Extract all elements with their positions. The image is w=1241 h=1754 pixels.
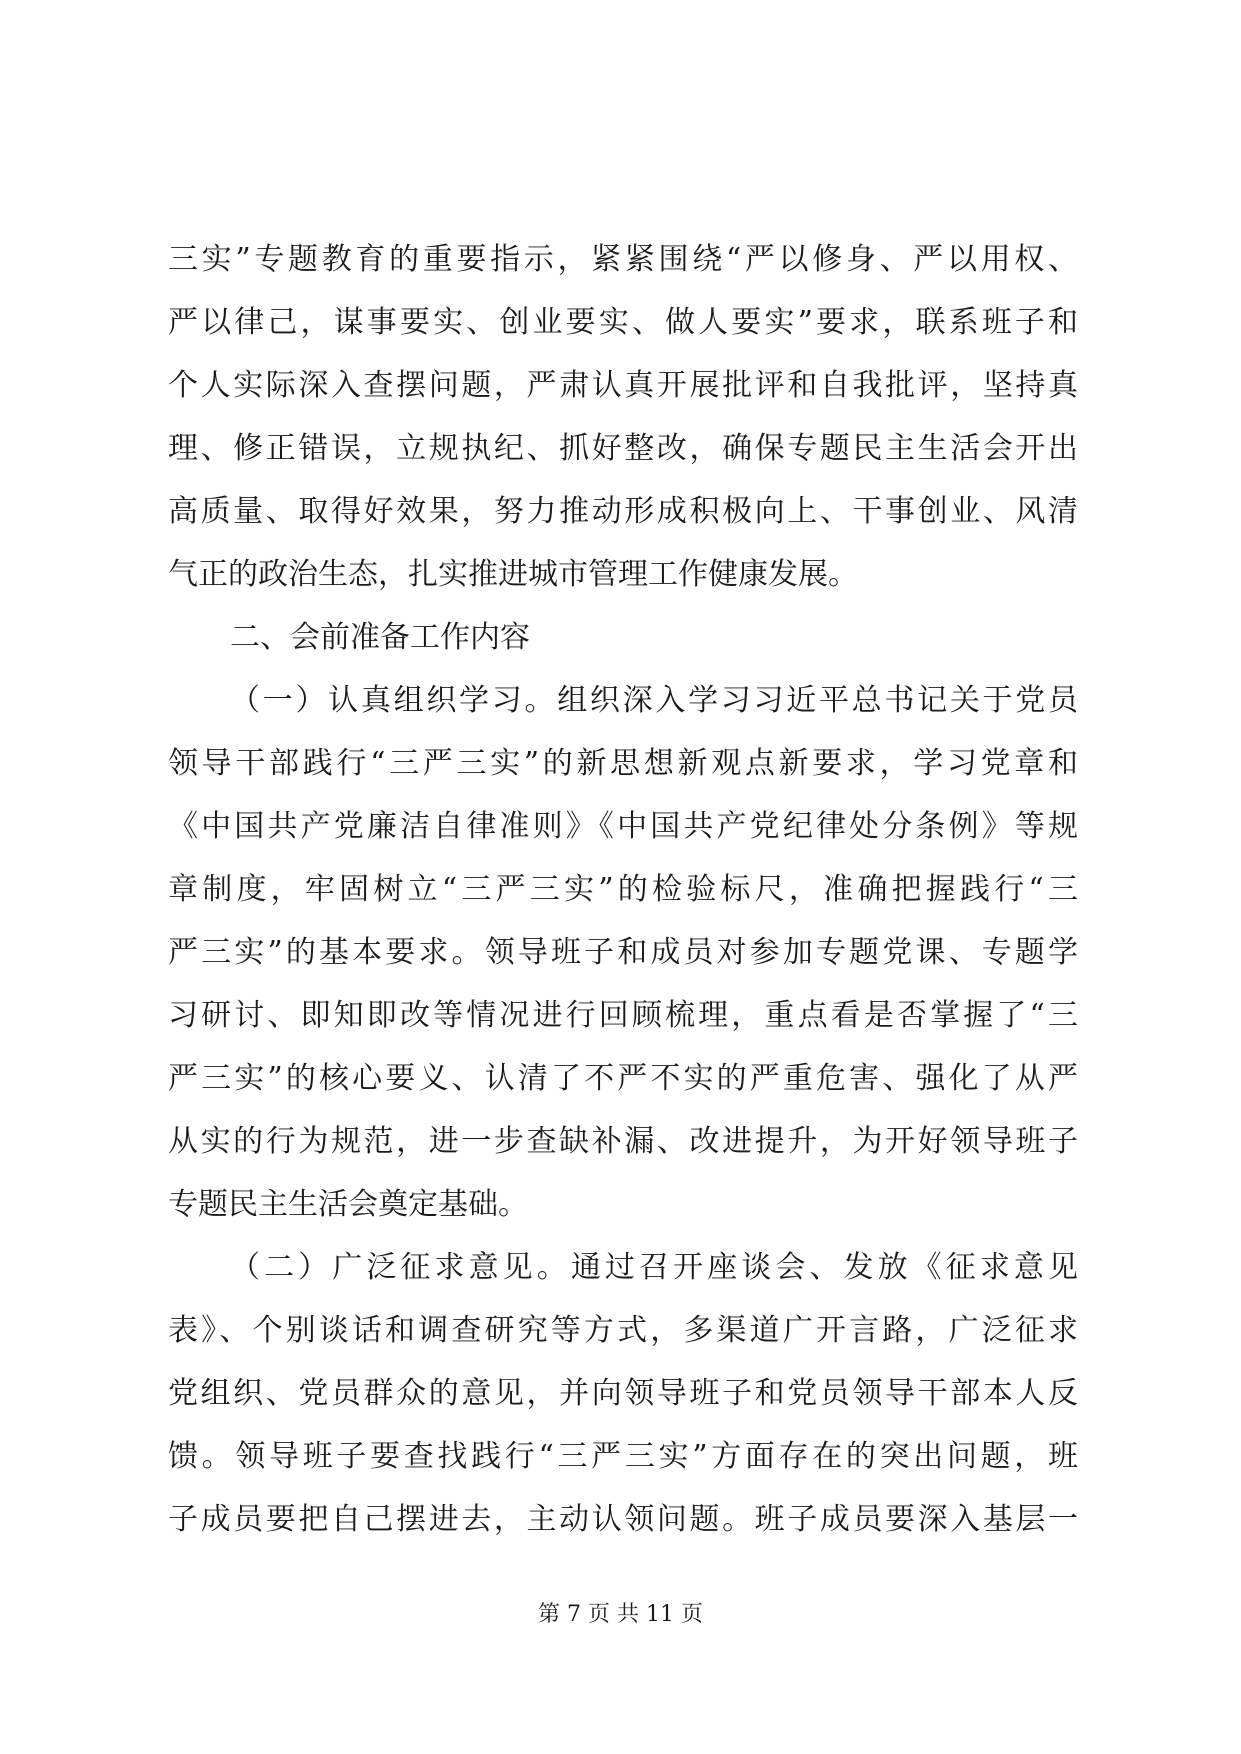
text-line: 章制度，牢固树立“三严三实”的检验标尺，准确把握践行“三	[168, 872, 1078, 907]
text-line: 理、修正错误，立规执纪、抓好整改，确保专题民主生活会开出	[168, 431, 1078, 466]
text-line: 个人实际深入查摆问题，严肃认真开展批评和自我批评，坚持真	[168, 368, 1078, 403]
text-line: 专题民主生活会奠定基础。	[168, 1187, 528, 1222]
text-line: 党组织、党员群众的意见，并向领导班子和党员领导干部本人反	[168, 1376, 1078, 1411]
text-line: 领导干部践行“三严三实”的新思想新观点新要求，学习党章和	[168, 746, 1078, 781]
text-line: （一）认真组织学习。组织深入学习习近平总书记关于党员	[230, 683, 1078, 718]
page-number-label: 第 7 页 共 11 页	[538, 1602, 703, 1627]
text-line: 《中国共产党廉洁自律准则》《中国共产党纪律处分条例》等规	[168, 809, 1078, 844]
text-line: 严三实”的核心要义、认清了不严不实的严重危害、强化了从严	[168, 1061, 1078, 1096]
text-line: 表》、个别谈话和调查研究等方式，多渠道广开言路，广泛征求	[168, 1313, 1078, 1348]
text-line: 从实的行为规范，进一步查缺补漏、改进提升，为开好领导班子	[168, 1124, 1078, 1159]
text-line: 气正的政治生态，扎实推进城市管理工作健康发展。	[168, 557, 858, 592]
page-footer	[0, 1600, 1241, 1630]
document-body	[168, 228, 1078, 1551]
text-line: 严三实”的基本要求。领导班子和成员对参加专题党课、专题学	[168, 935, 1078, 970]
text-line: 三实”专题教育的重要指示，紧紧围绕“严以修身、严以用权、	[168, 242, 1078, 277]
text-line: 严以律己，谋事要实、创业要实、做人要实”要求，联系班子和	[168, 305, 1078, 340]
text-line: （二）广泛征求意见。通过召开座谈会、发放《征求意见	[230, 1250, 1078, 1285]
text-line: 习研讨、即知即改等情况进行回顾梳理，重点看是否掌握了“三	[168, 998, 1078, 1033]
text-line: 馈。领导班子要查找践行“三严三实”方面存在的突出问题，班	[168, 1439, 1078, 1474]
text-line: 高质量、取得好效果，努力推动形成积极向上、干事创业、风清	[168, 494, 1078, 529]
section-heading: 二、会前准备工作内容	[230, 620, 530, 655]
text-line: 子成员要把自己摆进去，主动认领问题。班子成员要深入基层一	[168, 1502, 1078, 1537]
